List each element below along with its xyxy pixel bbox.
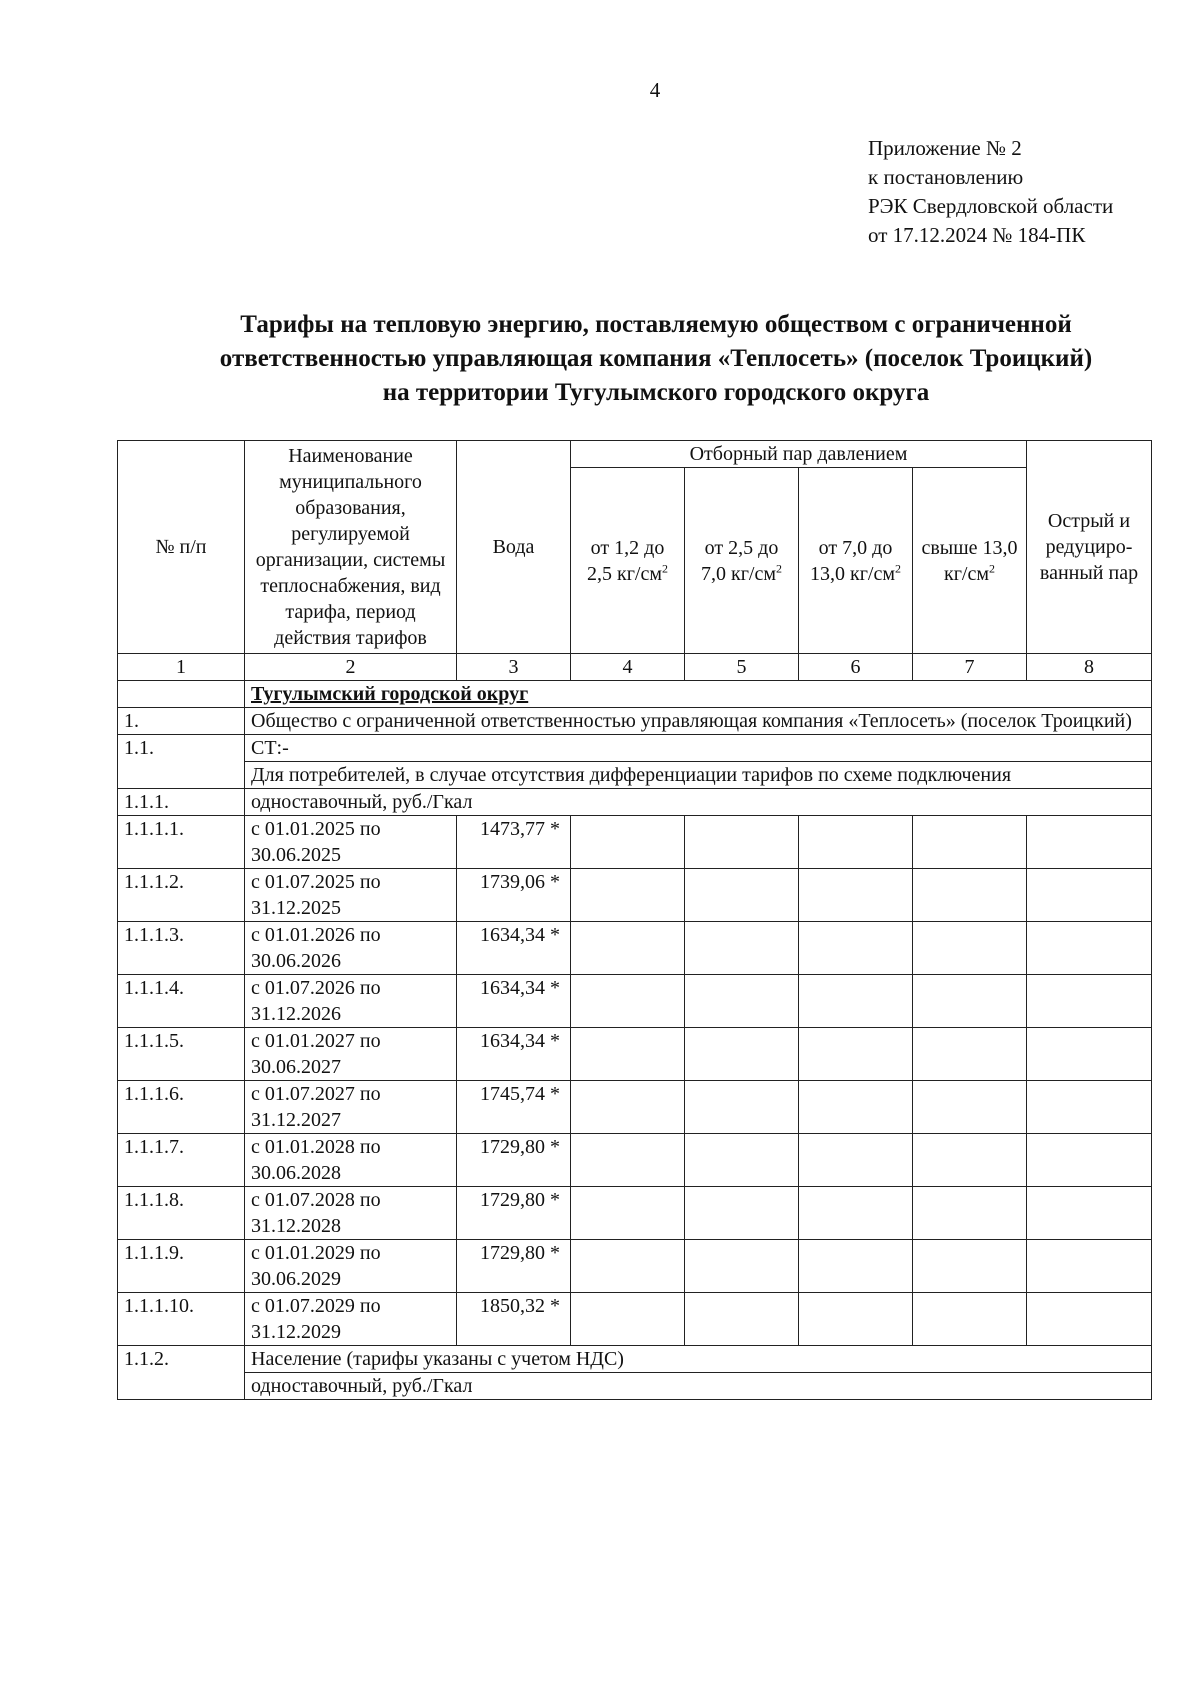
population-row [118,1346,1152,1373]
water-tariff-value: 1729,80 * [457,1134,571,1187]
consumers-row [118,762,1152,789]
empty-tariff-cell [799,1134,913,1187]
header-pressure-3: от 7,0 до 13,0 $кг/см^2$ [799,468,913,654]
row-number: 1.1. [118,735,245,789]
row-number: 1.1.1.4. [118,975,245,1028]
system-name: СТ:- [245,735,1152,762]
tariff-row [118,816,1152,869]
tariff-table [117,440,1152,1400]
water-tariff-value: 1745,74 * [457,1081,571,1134]
row-number: 1.1.2. [118,1346,245,1400]
header-pressure-2: от 2,5 до 7,0 $кг/см^2$ [685,468,799,654]
consumers-text: Для потребителей, в случае отсутствия дифференциации тарифов по схеме подключения [245,762,1152,789]
column-number: 8 [1027,654,1152,681]
empty-tariff-cell [1027,1134,1152,1187]
empty-tariff-cell [799,1240,913,1293]
tariff-row [118,1081,1152,1134]
tariff-row [118,1187,1152,1240]
empty-tariff-cell [571,1187,685,1240]
tariff-period: с 01.01.2028 по 30.06.2028 [245,1134,457,1187]
rate-type-name: одноставочный, руб./Гкал [245,789,1152,816]
water-tariff-value: 1634,34 * [457,922,571,975]
tariff-row [118,1293,1152,1346]
empty-tariff-cell [571,816,685,869]
header-name: Наименование муниципального образования, регулируемой организации, системы теплоснабжения, вид тарифа, период действия тарифов [245,441,457,654]
tariff-period: с 01.07.2028 по 31.12.2028 [245,1187,457,1240]
header-num: № п/п [118,441,245,654]
empty-tariff-cell [1027,869,1152,922]
tariff-row [118,922,1152,975]
tariff-row [118,1240,1152,1293]
header-pressure-1: от 1,2 до 2,5 $кг/см^2$ [571,468,685,654]
empty-tariff-cell [913,1293,1027,1346]
empty-tariff-cell [799,816,913,869]
tariff-row [118,869,1152,922]
tariff-row [118,1028,1152,1081]
appendix-line: к постановлению [868,165,1024,189]
column-number: 3 [457,654,571,681]
row-number: 1.1.1.8. [118,1187,245,1240]
empty-tariff-cell [571,1081,685,1134]
empty-tariff-cell [1027,1240,1152,1293]
empty-tariff-cell [799,1028,913,1081]
row-number: 1. [118,708,245,735]
column-number: 6 [799,654,913,681]
empty-tariff-cell [913,922,1027,975]
system-row [118,735,1152,762]
empty-tariff-cell [685,1028,799,1081]
empty-tariff-cell [913,1240,1027,1293]
rate-type-row [118,789,1152,816]
row-number: 1.1.1.10. [118,1293,245,1346]
empty-tariff-cell [799,869,913,922]
empty-tariff-cell [1027,1293,1152,1346]
header-water: Вода [457,441,571,654]
empty-tariff-cell [1027,1028,1152,1081]
empty-tariff-cell [1027,975,1152,1028]
tariff-period: с 01.07.2025 по 31.12.2025 [245,869,457,922]
row-number: 1.1.1.1. [118,816,245,869]
row-number: 1.1.1. [118,789,245,816]
population-name: Население (тарифы указаны с учетом НДС) [245,1346,1152,1373]
row-number: 1.1.1.2. [118,869,245,922]
column-number-row [118,654,1152,681]
row-number: 1.1.1.7. [118,1134,245,1187]
empty-tariff-cell [913,1028,1027,1081]
row-number: 1.1.1.6. [118,1081,245,1134]
page-number: 4 [649,78,661,102]
tariff-period: с 01.07.2029 по 31.12.2029 [245,1293,457,1346]
empty-tariff-cell [685,922,799,975]
title-line: Тарифы на тепловую энергию, поставляемую обществом с ограниченной [240,311,1072,338]
empty-tariff-cell [799,975,913,1028]
appendix-line: РЭК Свердловской области [868,194,1114,218]
document-title [117,308,1195,410]
header-row [118,441,1152,468]
empty-tariff-cell [913,1081,1027,1134]
empty-tariff-cell [1027,922,1152,975]
water-tariff-value: 1729,80 * [457,1240,571,1293]
municipality-name: Тугулымский городской округ [251,683,529,705]
empty-tariff-cell [571,1134,685,1187]
empty-tariff-cell [913,869,1027,922]
empty-tariff-cell [913,975,1027,1028]
empty-tariff-cell [685,1293,799,1346]
empty-tariff-cell [1027,816,1152,869]
empty-tariff-cell [799,922,913,975]
water-tariff-value: 1739,06 * [457,869,571,922]
empty-tariff-cell [685,1081,799,1134]
municipality-row [118,681,1152,708]
empty-tariff-cell [571,1028,685,1081]
column-number: 1 [118,654,245,681]
empty-tariff-cell [799,1187,913,1240]
empty-tariff-cell [685,1134,799,1187]
water-tariff-value: 1634,34 * [457,1028,571,1081]
tariff-period: с 01.01.2029 по 30.06.2029 [245,1240,457,1293]
empty-tariff-cell [913,1134,1027,1187]
water-tariff-value: 1473,77 * [457,816,571,869]
empty-tariff-cell [571,869,685,922]
row-number: 1.1.1.5. [118,1028,245,1081]
empty-tariff-cell [685,816,799,869]
empty-tariff-cell [799,1293,913,1346]
population-rate-name: одноставочный, руб./Гкал [245,1373,1152,1400]
header-pressure-4: свыше 13,0 $кг/см^2$ [913,468,1027,654]
tariff-period: с 01.01.2026 по 30.06.2026 [245,922,457,975]
empty-tariff-cell [571,922,685,975]
tariff-period: с 01.01.2025 по 30.06.2025 [245,816,457,869]
empty-tariff-cell [913,1187,1027,1240]
tariff-period: с 01.07.2026 по 31.12.2026 [245,975,457,1028]
water-tariff-value: 1850,32 * [457,1293,571,1346]
row-number: 1.1.1.9. [118,1240,245,1293]
header-steam-group: Отборный пар давлением [571,441,1027,468]
title-line: на территории Тугулымского городского округа [382,379,930,406]
empty-tariff-cell [571,1240,685,1293]
empty-tariff-cell [799,1081,913,1134]
appendix-line: Приложение № 2 [868,136,1022,160]
column-number: 2 [245,654,457,681]
empty-tariff-cell [571,975,685,1028]
organization-name: Общество с ограниченной ответственностью управляющая компания «Теплосеть» (поселок Троицкий) [245,708,1152,735]
water-tariff-value: 1729,80 * [457,1187,571,1240]
empty-tariff-cell [1027,1081,1152,1134]
row-number: 1.1.1.3. [118,922,245,975]
header-sharp-steam: Острый и редуциро-ванный пар [1027,441,1152,654]
empty-tariff-cell [685,1187,799,1240]
tariff-row [118,1134,1152,1187]
organization-row [118,708,1152,735]
water-tariff-value: 1634,34 * [457,975,571,1028]
empty-tariff-cell [685,869,799,922]
empty-tariff-cell [685,1240,799,1293]
empty-tariff-cell [571,1293,685,1346]
tariff-period: с 01.07.2027 по 31.12.2027 [245,1081,457,1134]
appendix-block [868,134,1113,250]
empty-tariff-cell [685,975,799,1028]
column-number: 4 [571,654,685,681]
appendix-line: от 17.12.2024 № 184-ПК [868,223,1086,247]
empty-tariff-cell [913,816,1027,869]
tariff-period: с 01.01.2027 по 30.06.2027 [245,1028,457,1081]
column-number: 7 [913,654,1027,681]
title-line: ответственностью управляющая компания «Теплосеть» (поселок Троицкий) [219,345,1093,372]
tariff-row [118,975,1152,1028]
population-rate-row [118,1373,1152,1400]
column-number: 5 [685,654,799,681]
empty-tariff-cell [1027,1187,1152,1240]
